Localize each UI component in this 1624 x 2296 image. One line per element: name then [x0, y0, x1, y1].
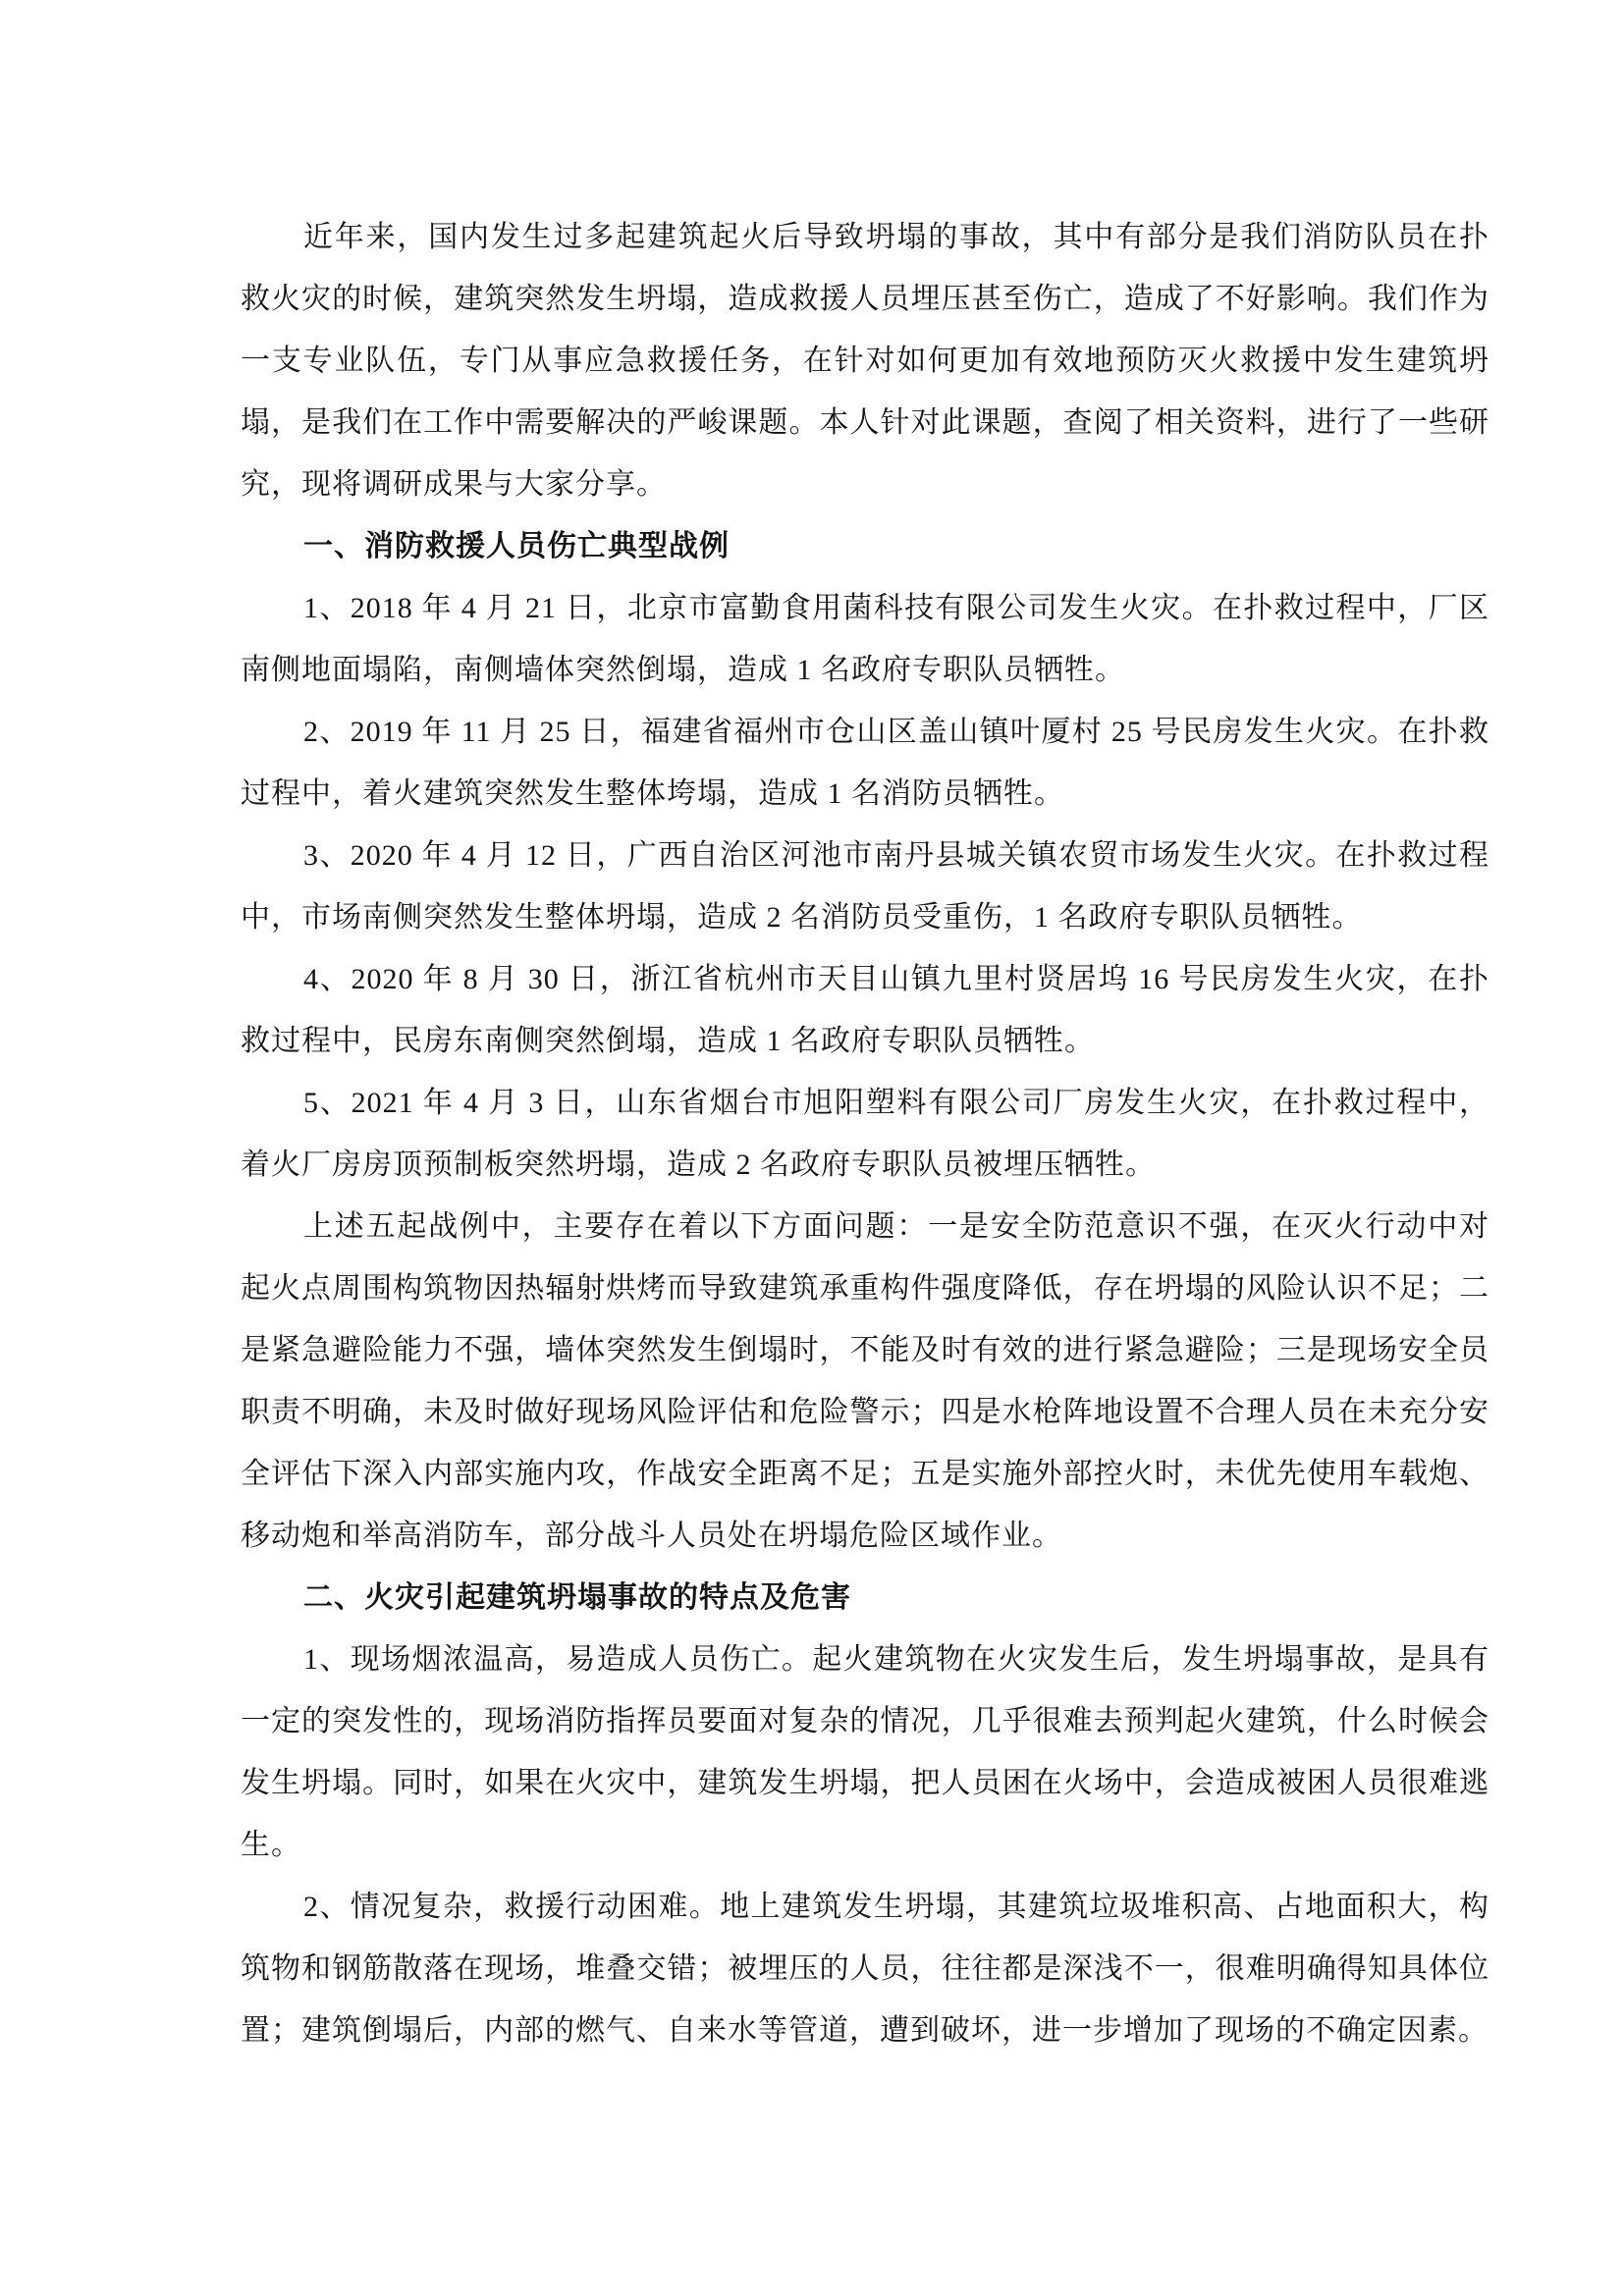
hazard-1-paragraph: 1、现场烟浓温高，易造成人员伤亡。起火建筑物在火灾发生后，发生坍塌事故，是具有一定的突发性的，现场消防指挥员要面对复杂的情况，几乎很难去预判起火建筑，什么时候会发生坍塌。同时，如果在火灾中，建筑发生坍塌，把人员困在火场中，会造成被困人员很难逃生。	[241, 1643, 1489, 1861]
case-3-paragraph: 3、2020 年 4 月 12 日，广西自治区河池市南丹县城关镇农贸市场发生火灾。在扑救过程中，市场南侧突然发生整体坍塌，造成 2 名消防员受重伤，1 名政府专职队员牺牲。	[241, 839, 1489, 934]
section-1-heading: 一、消防救援人员伤亡典型战例	[303, 530, 730, 562]
issues-summary-paragraph: 上述五起战例中，主要存在着以下方面问题：一是安全防范意识不强，在灭火行动中对起火点周围构筑物因热辐射烘烤而导致建筑承重构件强度降低，存在坍塌的风险认识不足；二是紧急避险能力不强，墙体突然发生倒塌时，不能及时有效的进行紧急避险；三是现场安全员职责不明确，未及时做好现场风险评估和危险警示；四是水枪阵地设置不合理人员在未充分安全评估下深入内部实施内攻，作战安全距离不足；五是实施外部控火时，未优先使用车载炮、移动炮和举高消防车，部分战斗人员处在坍塌危险区域作业。	[241, 1210, 1489, 1552]
hazard-2-paragraph: 2、情况复杂，救援行动困难。地上建筑发生坍塌，其建筑垃圾堆积高、占地面积大，构筑物和钢筋散落在现场，堆叠交错；被埋压的人员，往往都是深浅不一，很难明确得知具体位置；建筑倒塌后，内部的燃气、自来水等管道，遭到破坏，进一步增加了现场的不确定因素。	[241, 1891, 1489, 2047]
document-body	[241, 206, 1489, 2061]
case-1-paragraph: 1、2018 年 4 月 21 日，北京市富勤食用菌科技有限公司发生火灾。在扑救过程中，厂区南侧地面塌陷，南侧墙体突然倒塌，造成 1 名政府专职队员牺牲。	[241, 592, 1489, 686]
case-4-paragraph: 4、2020 年 8 月 30 日，浙江省杭州市天目山镇九里村贤居坞 16 号民房发生火灾，在扑救过程中，民房东南侧突然倒塌，造成 1 名政府专职队员牺牲。	[241, 963, 1489, 1057]
case-5-paragraph: 5、2021 年 4 月 3 日，山东省烟台市旭阳塑料有限公司厂房发生火灾，在扑救过程中，着火厂房房顶预制板突然坍塌，造成 2 名政府专职队员被埋压牺牲。	[241, 1087, 1489, 1181]
case-2-paragraph: 2、2019 年 11 月 25 日，福建省福州市仓山区盖山镇叶厦村 25 号民房发生火灾。在扑救过程中，着火建筑突然发生整体垮塌，造成 1 名消防员牺牲。	[241, 716, 1489, 810]
section-2-heading: 二、火灾引起建筑坍塌事故的特点及危害	[303, 1581, 851, 1614]
intro-paragraph: 近年来，国内发生过多起建筑起火后导致坍塌的事故，其中有部分是我们消防队员在扑救火灾的时候，建筑突然发生坍塌，造成救援人员埋压甚至伤亡，造成了不好影响。我们作为一支专业队伍，专门从事应急救援任务，在针对如何更加有效地预防灭火救援中发生建筑坍塌，是我们在工作中需要解决的严峻课题。本人针对此课题，查阅了相关资料，进行了一些研究，现将调研成果与大家分享。	[241, 221, 1489, 501]
